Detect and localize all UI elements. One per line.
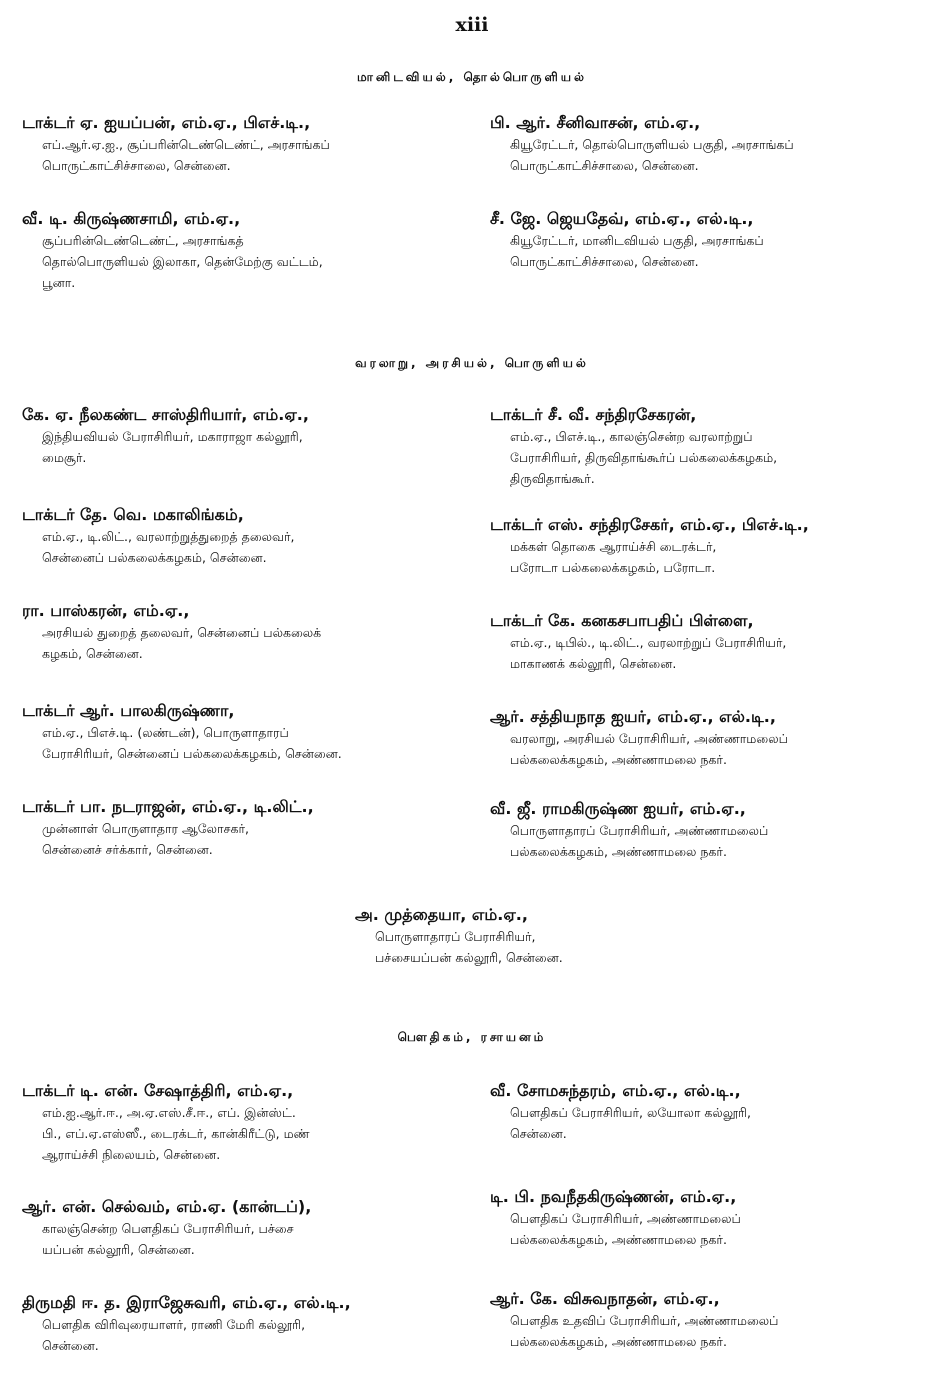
entry-kanakasabapathi [490,610,930,674]
entry-seshadri [22,1080,462,1165]
entry-balakrishna [22,700,462,764]
entry-line: அரசியல் துறைத் தலைவர், சென்னைப் பல்கலைக் [42,625,322,640]
entry-baskaran [22,600,462,664]
entry-selvam [22,1196,462,1260]
entry-line: பொருட்காட்சிச்சாலை, சென்னை. [510,254,699,269]
entry-name: கே. ஏ. நீலகண்ட சாஸ்திரியார், எம்.ஏ., [22,405,309,424]
entry-name: சீ. ஜே. ஜெயதேவ், எம்.ஏ., எல்.டி., [490,209,754,228]
entry-name: ஆர். கே. விசுவநாதன், எம்.ஏ., [490,1289,720,1308]
entry-line: கழகம், சென்னை. [42,646,143,661]
entry-line: பல்கலைக்கழகம், அண்ணாமலை நகர். [510,1334,727,1349]
entry-line: சென்னை. [510,1126,567,1141]
entry-line: எம்.ஏ., பிஎச்.டி., காலஞ்சென்ற வரலாற்றுப் [510,429,753,444]
entry-rajeswari [22,1292,462,1356]
entry-line: பல்கலைக்கழகம், அண்ணாமலை நகர். [510,844,727,859]
entry-name: டாக்டர் கே. கனகசபாபதிப் பிள்ளை, [490,611,754,630]
entry-somasundaram [490,1080,930,1144]
entry-chandrasekaran [490,404,930,489]
entry-name: ஆர். என். செல்வம், எம்.ஏ. (கான்டப்), [22,1197,312,1216]
entry-name: வீ. டி. கிருஷ்ணசாமி, எம்.ஏ., [22,209,241,228]
section-heading-physics: பௌதிகம், ரசாயனம் [397,1030,547,1044]
entry-name: வீ. சோமசுந்தரம், எம்.ஏ., எல்.டி., [490,1081,741,1100]
entry-name: திருமதி ஈ. த. இராஜேசுவரி, எம்.ஏ., எல்.டி., [22,1293,351,1312]
entry-line: வரலாறு, அரசியல் பேராசிரியர், அண்ணாமலைப் [510,731,788,746]
entry-line: தொல்பொருளியல் இலாகா, தென்மேற்கு வட்டம், [42,254,323,269]
entry-line: கியூரேட்டர், தொல்பொருளியல் பகுதி, அரசாங்கப் [510,137,794,152]
entry-line: காலஞ்சென்ற பௌதிகப் பேராசிரியர், பச்சை [42,1221,294,1236]
entry-line: மாகாணக் கல்லூரி, சென்னை. [510,656,677,671]
entry-ramakrishna [490,798,930,862]
entry-line: மைசூர். [42,450,87,465]
entry-sathiyanatha [490,706,930,770]
entry-line: பொருளாதாரப் பேராசிரியர், அண்ணாமலைப் [510,823,769,838]
entry-name: டாக்டர் தே. வெ. மகாலிங்கம், [22,505,244,524]
entry-line: எம்.ஏ., டிபில்., டி.லிட்., வரலாற்றுப் பேராசிரியர், [510,635,787,650]
entry-line: பல்கலைக்கழகம், அண்ணாமலை நகர். [510,752,727,767]
entry-srinivasan [490,112,930,176]
entry-name: டாக்டர் சீ. வீ. சந்திரசேகரன், [490,405,697,424]
entry-line: பல்கலைக்கழகம், அண்ணாமலை நகர். [510,1232,727,1247]
entry-krishnasamy [22,208,462,293]
entry-name: அ. முத்தையா, எம்.ஏ., [355,905,528,924]
entry-natarajan [22,796,462,860]
entry-line: முன்னாள் பொருளாதார ஆலோசகர், [42,821,249,836]
entry-line: சென்னைப் பல்கலைக்கழகம், சென்னை. [42,550,267,565]
entry-name: ஆர். சத்தியநாத ஐயர், எம்.ஏ., எல்.டி., [490,707,776,726]
entry-line: பொருளாதாரப் பேராசிரியர், [375,929,536,944]
entry-line: கியூரேட்டர், மானிடவியல் பகுதி, அரசாங்கப் [510,233,764,248]
entry-name: டாக்டர் பா. நடராஜன், எம்.ஏ., டி.லிட்., [22,797,314,816]
entry-line: இந்தியவியல் பேராசிரியர், மகாராஜா கல்லூரி, [42,429,303,444]
entry-name: டாக்டர் ஆர். பாலகிருஷ்ணா, [22,701,235,720]
entry-ayyappan [22,112,462,176]
entry-line: பௌதிக உதவிப் பேராசிரியர், அண்ணாமலைப் [510,1313,779,1328]
entry-name: பி. ஆர். சீனிவாசன், எம்.ஏ., [490,113,701,132]
entry-line: பி., எப்.ஏ.எஸ்ஸீ., டைரக்டர், கான்கிரீட்டு, மண் [42,1126,310,1141]
entry-line: பௌதிக விரிவுரையாளர், ராணி மேரி கல்லூரி, [42,1317,306,1332]
page-number: xiii [455,14,489,36]
entry-viswanathan [490,1288,930,1352]
entry-line: பூனா. [42,275,76,290]
entry-name: ரா. பாஸ்கரன், எம்.ஏ., [22,601,190,620]
entry-line: சூப்பரின்டெண்டெண்ட், அரசாங்கத் [42,233,244,248]
entry-line: மக்கள் தொகை ஆராய்ச்சி டைரக்டர், [510,539,717,554]
entry-jayadev [490,208,930,272]
entry-line: எப்.ஆர்.ஏ.ஐ., சூப்பரின்டெண்டெண்ட், அரசாங்கப் [42,137,330,152]
entry-name: டாக்டர் டி. என். சேஷாத்திரி, எம்.ஏ., [22,1081,294,1100]
entry-line: பச்சையப்பன் கல்லூரி, சென்னை. [375,950,563,965]
entry-name: டாக்டர் ஏ. ஐயப்பன், எம்.ஏ., பிஎச்.டி., [22,113,311,132]
entry-line: பௌதிகப் பேராசிரியர், லயோலா கல்லூரி, [510,1105,751,1120]
section-heading-history: வரலாறு, அரசியல், பொருளியல் [355,356,589,370]
entry-name: டி. பி. நவநீதகிருஷ்ணன், எம்.ஏ., [490,1187,737,1206]
section-heading-anthropology: மானிடவியல், தொல்பொருளியல் [356,70,588,84]
entry-line: எம்.ஐ.ஆர்.ஈ., அ.ஏ.எஸ்.சீ.ஈ., எப். இன்ஸ்ட். [42,1105,296,1120]
entry-line: யப்பன் கல்லூரி, சென்னை. [42,1242,195,1257]
entry-sastri [22,404,462,468]
entry-line: பேராசிரியர், சென்னைப் பல்கலைக்கழகம், சென்னை. [42,746,342,761]
entry-name: டாக்டர் எஸ். சந்திரசேகர், எம்.ஏ., பிஎச்.டி., [490,515,809,534]
entry-line: திருவிதாங்கூர். [510,471,595,486]
entry-line: சென்னைச் சர்க்கார், சென்னை. [42,842,213,857]
entry-muthaiya [355,904,755,968]
entry-navaneethakrishnan [490,1186,930,1250]
entry-name: வீ. ஜீ. ராமகிருஷ்ண ஐயர், எம்.ஏ., [490,799,746,818]
entry-line: சென்னை. [42,1338,99,1353]
entry-line: பொருட்காட்சிச்சாலை, சென்னை. [42,158,231,173]
entry-line: பௌதிகப் பேராசிரியர், அண்ணாமலைப் [510,1211,741,1226]
entry-line: எம்.ஏ., டி.லிட்., வரலாற்றுத்துறைத் தலைவர், [42,529,295,544]
entry-mahalingam [22,504,462,568]
entry-line: பொருட்காட்சிச்சாலை, சென்னை. [510,158,699,173]
entry-line: எம்.ஏ., பிஎச்.டி. (லண்டன்), பொருளாதாரப் [42,725,289,740]
entry-line: பேராசிரியர், திருவிதாங்கூர்ப் பல்கலைக்கழகம், [510,450,778,465]
entry-line: ஆராய்ச்சி நிலையம், சென்னை. [42,1147,221,1162]
entry-line: பரோடா பல்கலைக்கழகம், பரோடா. [510,560,716,575]
entry-chandrasekar [490,514,930,578]
